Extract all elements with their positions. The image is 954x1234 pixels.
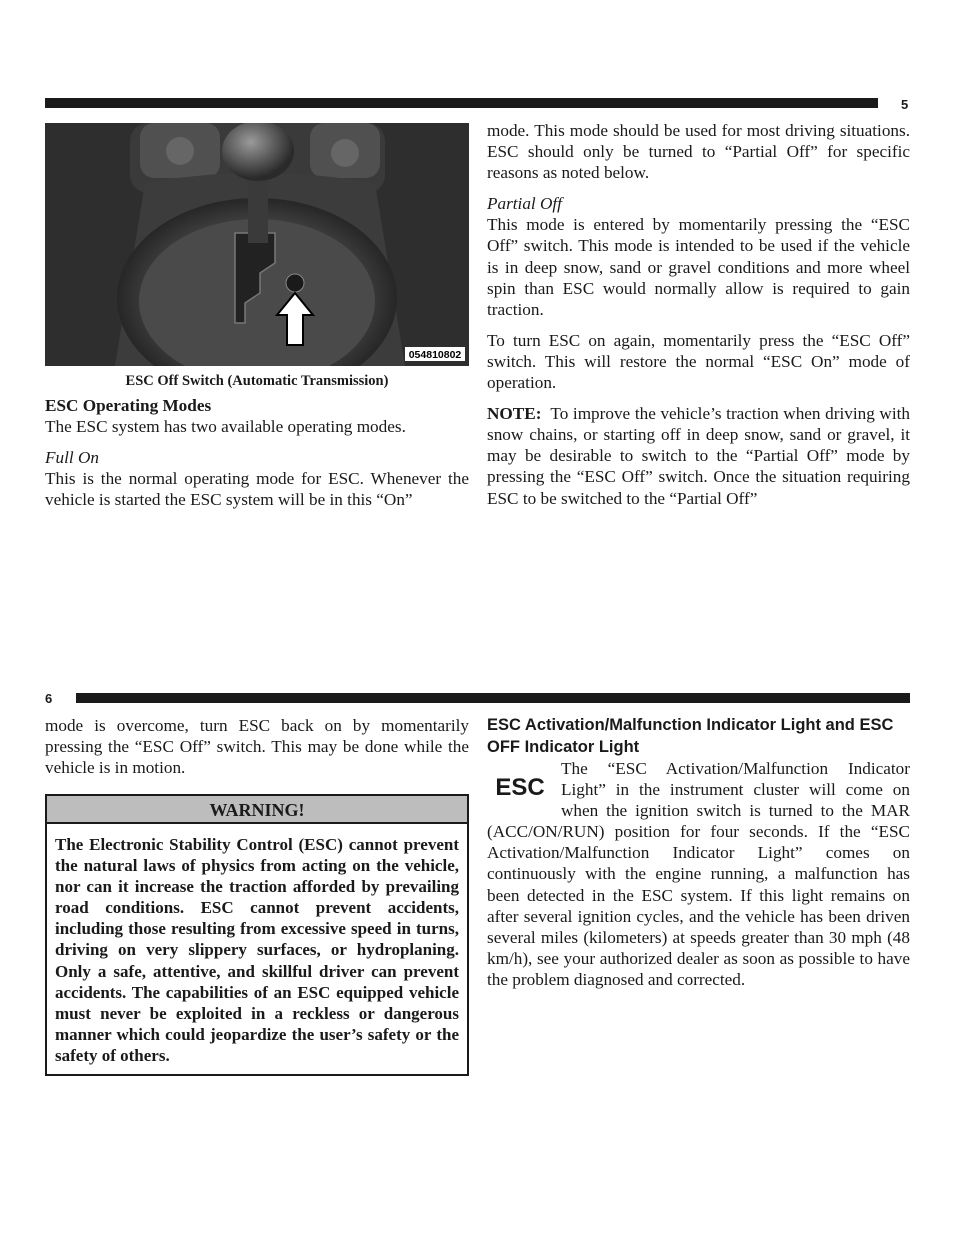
subheading-partial-off: Partial Off [487, 194, 562, 214]
warning-box [45, 794, 469, 1076]
note-text: To improve the vehicle’s traction when driving with snow chains, or starting off in deep snow, sand or gravel, it may be desirable to switch to the “Partial Off” mode by pressing the “ESC Off” switch. Once the situation requiring ESC to be switched to the “Partial Off” [487, 404, 910, 508]
gear-shifter-illustration [45, 123, 469, 366]
esc-switch-figure [45, 123, 469, 366]
overcome-paragraph: mode is overcome, turn ESC back on by momentarily pressing the “ESC Off” switch. This may be done while the vehicle is in motion. [45, 716, 469, 778]
figure-caption: ESC Off Switch (Automatic Transmission) [125, 373, 389, 389]
partial-off-paragraph: This mode is entered by momentarily pressing the “ESC Off” switch. This mode is intended to be used if the vehicle is in deep snow, sand or gravel conditions and more wheel spin than ESC would normally allow is required to gain traction. [487, 215, 910, 319]
top-right-column [487, 120, 910, 509]
subheading-full-on: Full On [45, 448, 99, 468]
note-paragraph [487, 403, 910, 508]
warning-text: The Electronic Stability Control (ESC) cannot prevent the natural laws of physics from acting on the vehicle, nor can it increase the traction afforded by prevailing road conditions. ESC cannot prevent accidents, including those resulting from excessive speed in turns, driving on very slippery surfaces, or hydroplaning. Only a safe, attentive, and skillful driver can prevent accidents. The capabilities of an ESC equipped vehicle must never be exploited in a reckless or dangerous manner which could jeopardize the user’s safety or the safety of others. [55, 835, 459, 1065]
section-heading: ESC Operating Modes [45, 396, 212, 415]
esc-indicator-icon: ESC [495, 774, 545, 801]
indicator-light-heading: ESC Activation/Malfunction Indicator Light and ESC OFF Indicator Light [487, 716, 894, 756]
full-on-paragraph: This is the normal operating mode for ESC. Whenever the vehicle is started the ESC system will be in this “On” [45, 469, 469, 510]
warning-title: WARNING! [47, 796, 467, 824]
top-header-bar [45, 98, 878, 108]
intro-paragraph: The ESC system has two available operating modes. [45, 417, 406, 437]
bottom-header-bar [76, 693, 910, 703]
bottom-left-column [45, 715, 469, 778]
figure-code: 054810802 [408, 349, 462, 361]
note-label: NOTE: [487, 404, 542, 424]
indicator-light-paragraph: The “ESC Activation/Malfunction Indicator Light” in the instrument cluster will come on when the ignition switch is turned to the MAR (ACC/ON/RUN) position for four seconds. If the “ESC Activation/Malfunction Indicator Light” comes on continuously with the engine running, a malfunction has been detected in the ESC system. If this light remains on after several ignition cycles, and the vehicle has been driven several miles (kilometers) at speeds greater than 30 mph (48 km/h), see your authorized dealer as soon as possible to have the problem diagnosed and corrected. [487, 759, 910, 989]
page-number-bottom: 6 [45, 691, 53, 706]
turn-on-paragraph: To turn ESC on again, momentarily press the “ESC Off” switch. This will restore the normal “ESC On” mode of operation. [487, 330, 910, 393]
page-number-top: 5 [901, 97, 909, 112]
bottom-right-column [487, 714, 910, 990]
mode-paragraph: mode. This mode should be used for most driving situations. ESC should only be turned to “Partial Off” for specific reasons as noted below. [487, 121, 910, 183]
top-left-column [45, 395, 469, 510]
